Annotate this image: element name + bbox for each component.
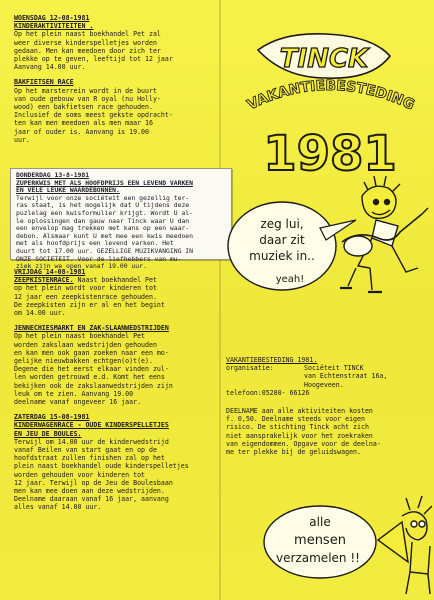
- fee-line: niet aansprakelijk voor het zoekraken: [226, 431, 373, 440]
- pasted-clipping-thursday: [10, 168, 232, 271]
- bottom-bubble-line: alle: [309, 515, 331, 529]
- bubble-line: yeah!: [275, 274, 305, 285]
- section-heading: JENNECHIESMARKT EN ZAK-SLAANWEDSTRIJDEN: [14, 324, 169, 333]
- body-line: 12 jaar een zeepkistenrace gehouden.: [14, 292, 157, 301]
- poster-artwork: [222, 6, 432, 326]
- fee-line: van eigendommen. Opgave voor de deelna-: [226, 439, 381, 448]
- left-column-lower: [14, 268, 218, 519]
- clipping-line: ziek zijn we open vanaf 19.00 uur.: [16, 262, 147, 271]
- body-line: plein naast boekhandel oude kinderspelletjes: [14, 462, 189, 471]
- org-row: [226, 364, 426, 372]
- body-line: len worden getrouwd e.d. Komt het eens: [14, 373, 165, 382]
- body-line: Terwijl om 14.00 uur de kinderwedstrijd: [14, 437, 169, 446]
- clipping-line: Terwijl voor onze sociëteit een gezellig ter-: [16, 193, 190, 202]
- fee-line: risico. De stichting Tinck acht zich: [226, 423, 369, 432]
- body-line: vanaf Beilen van start gaat en op de: [14, 446, 157, 455]
- megaphone-illustration: [262, 476, 432, 596]
- bubble-line: muziek in..: [249, 249, 315, 263]
- body-line: alles vanaf 14.00 uur.: [14, 503, 102, 512]
- clipping-line: ras staat, is het mogelijk dat U tijdens deze: [16, 201, 190, 210]
- section-heading: EN JEU DE BOULES.: [14, 429, 82, 438]
- body-line: worden gehouden voor kinderen tot: [14, 470, 146, 479]
- fold-line: [219, 0, 221, 600]
- body-line: van oude gebouw van R oyal (nu Holly-: [14, 94, 161, 103]
- section-date: VRIJDAG 14-08-1981: [14, 268, 86, 276]
- speech-bubble: [228, 202, 356, 290]
- clipping-line: ONZE SOCIETEIT. Voor de liefhebbers van mu-: [16, 254, 182, 263]
- body-line: Op het plein naast boekhandel Pet zal: [14, 30, 161, 39]
- clipping-line: debon. Alsmaar kunt U met mee een kwis meedoen: [16, 231, 193, 240]
- clipping-date: DONDERDAG 13-8-1981: [16, 171, 90, 179]
- clipping-line: een envelop mag trekken met kans op een waar-: [16, 224, 190, 233]
- section-friday-zeepkisten: [14, 268, 218, 317]
- body-line: Op het plein naast boekhandel Pet: [14, 332, 146, 341]
- section-heading: KINDERWAGENRACE - OUDE KINDERSPELLETJES: [14, 421, 169, 430]
- org-label: organisatie:: [226, 364, 274, 373]
- vakantiebesteding-title-text: VAKANTIEBESTEDING: [244, 77, 417, 114]
- body-line: op het plein wordt voor kinderen tot: [14, 284, 157, 293]
- left-column: [14, 14, 218, 151]
- body-line: Deelname daaraan vanaf 16 jaar, aanvang: [14, 495, 169, 504]
- section-bakfietsen: [14, 78, 218, 144]
- org-address: van Echtenstraat 16a,: [304, 372, 388, 381]
- megaphone-man: [378, 496, 432, 594]
- body-line: De zeepkisten zijn er al en het begint: [14, 300, 165, 309]
- section-date: ZATERDAG 15-08-1981: [14, 413, 90, 422]
- bubble-line: daar zit: [259, 233, 305, 247]
- section-jennechiesmarkt: [14, 324, 218, 406]
- bottom-bubble-line: mensen: [294, 533, 346, 548]
- body-line: en kan men ook gaan zoeken naar een mo-: [14, 348, 169, 357]
- body-line: hoofdstraat zullen finishen zal op het: [14, 454, 165, 463]
- info-heading: VAKANTIEBESTEDING 1981.: [226, 356, 318, 364]
- body-line: Aanvang 14.00 uur.: [14, 63, 86, 72]
- section-heading: KINDERAKTIVITEITEN .: [14, 22, 94, 31]
- body-line: deelname vanaf ongeveer 16 jaar.: [14, 398, 142, 407]
- section-saturday: [14, 413, 218, 511]
- body-line: worden zakslaan wedstrijden gehouden: [14, 340, 157, 349]
- tinck-banner: [258, 34, 390, 78]
- body-line: Naast boekhandel Pet: [77, 276, 157, 285]
- fee-line: me ter plekke bij de geluidswagen.: [226, 448, 361, 457]
- fee-line: DEELNAME aan alle aktiviteiten kosten: [226, 407, 373, 416]
- clipping-line: duurt tot 17.00 uur. GEZELLIGE MUZIKVANGING IN: [16, 246, 193, 255]
- year-title: 1981: [263, 126, 397, 182]
- tinck-title: TINCK: [279, 44, 369, 74]
- section-body: [14, 87, 218, 144]
- section-heading: ZEEPKISTENRACE.: [14, 276, 74, 285]
- body-line: ten kan men meedoen als men maar 16: [14, 119, 153, 128]
- body-line: Degene die het eerst elkaar vinden zul-: [14, 365, 169, 374]
- guitarist-illustration: [340, 176, 428, 292]
- body-line: Op het marsterrein wordt in de buurt: [14, 86, 157, 95]
- body-line: weer diverse kinderspelletjes worden: [14, 38, 157, 47]
- body-line: jaar of ouder is. Aanvang is 19.00: [14, 127, 149, 136]
- section-date: WOENSDAG 12-08-1981: [14, 14, 90, 22]
- vakantiebesteding-title: [245, 78, 417, 114]
- phone-number: telefoon:05280- 66126: [226, 388, 310, 397]
- org-city: Hoogeveen.: [304, 380, 344, 389]
- clipping-heading: ZUPERKWIS MET ALS HOOFDPRIJS EEN LEVEND VARKEN: [16, 178, 193, 187]
- body-line: uur.: [14, 135, 30, 144]
- fee-line: f. 0,50. Deelname steeds voor eigen: [226, 415, 365, 424]
- bottom-bubble-line: verzamelen !!: [276, 551, 360, 565]
- clipping-line: puzlelag een kwisformulier krijgt. Wordt U al-: [16, 208, 193, 217]
- body-line: Inclusief de soms meest gekste opdracht-: [14, 111, 173, 120]
- organisation-info: [226, 356, 426, 456]
- section-wednesday-kids: [14, 14, 218, 71]
- body-line: wood) een bakfietsen race gehouden.: [14, 103, 153, 112]
- section-body: [14, 30, 218, 71]
- body-line: gelijke nieuwbakken echtgen(o)t(e).: [14, 357, 153, 366]
- clipping-line: le oplossingen dan gauw naar Tinck waar U dan: [16, 216, 190, 225]
- bubble-line: zeg lui,: [260, 217, 304, 231]
- body-line: gedaan. Men kan meedoen door zich ter: [14, 46, 161, 55]
- body-line: bekijken ook de zakslaanwedstrijden zijn: [14, 381, 173, 390]
- clipping-line: met als hoofdprijs een levend varken. Het: [16, 239, 174, 248]
- section-heading: BAKFIETSEN RACE: [14, 78, 74, 87]
- org-name: Sociëteit TINCK: [304, 364, 364, 373]
- bottom-speech-bubble: [264, 506, 376, 578]
- body-line: men kan mee doen aan deze wedstrijden.: [14, 487, 165, 496]
- body-line: 12 jaar. Terwijl op de Jeu de Boulesbaan: [14, 478, 173, 487]
- clipping-heading: EN VELE LEUKE WAARDEBONNEN.: [16, 186, 120, 195]
- body-line: leuk om te zien. Aanvang 19.00: [14, 389, 134, 398]
- body-line: om 14.00 uur.: [14, 309, 66, 318]
- body-line: plekke op te geven, leeftijd tot 12 jaar: [14, 55, 173, 64]
